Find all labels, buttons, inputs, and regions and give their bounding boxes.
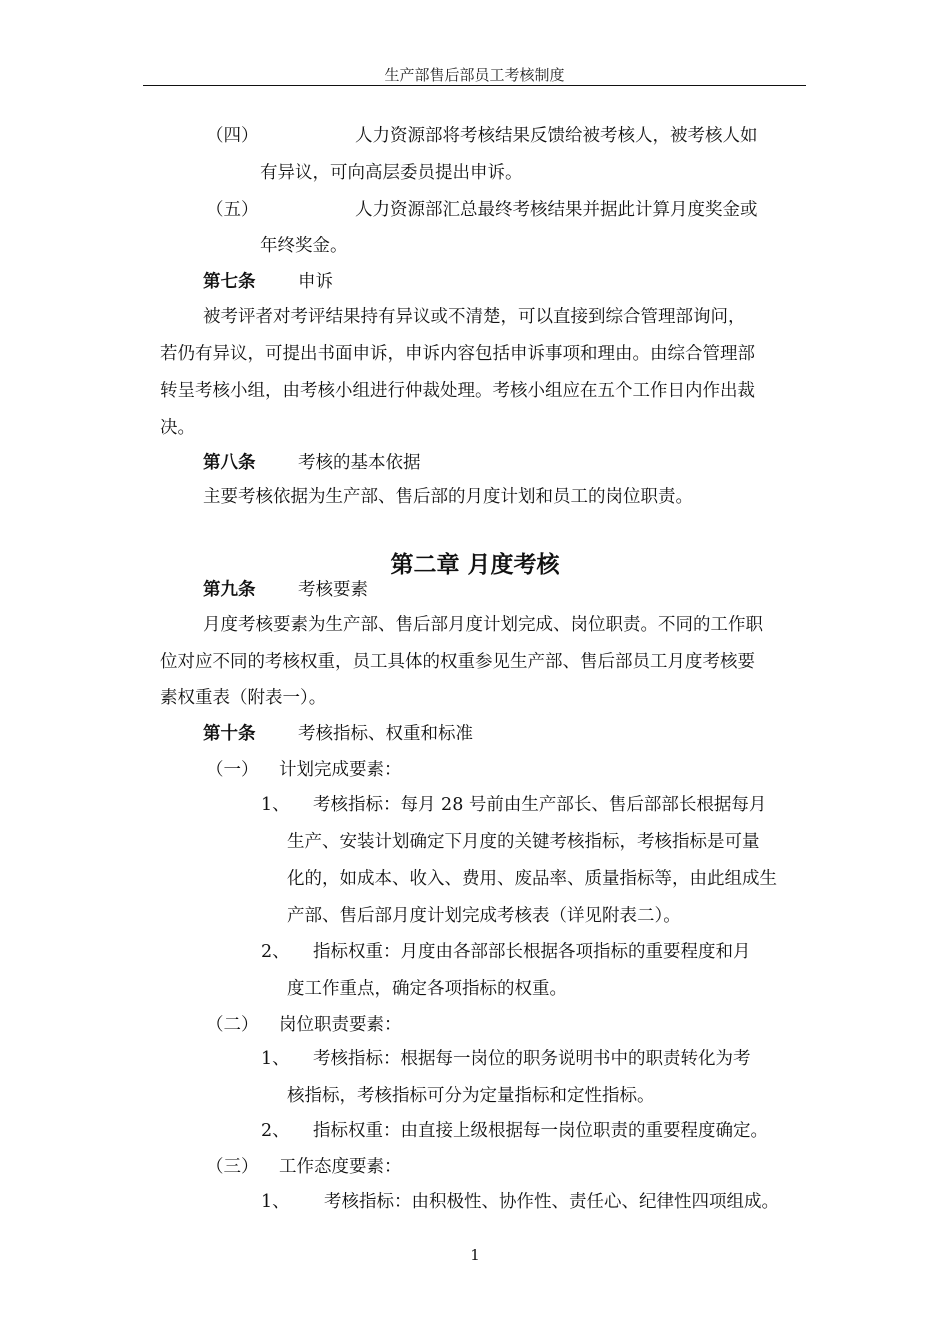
article-7-paragraph-line-1: 被考评者对考评结果持有异议或不清楚，可以直接到综合管理部询问， bbox=[203, 307, 746, 327]
section-1-item-1-line-4: 产部、售后部月度计划完成考核表（详见附表二）。 bbox=[287, 906, 681, 926]
section-2-item-1-line-1: 考核指标：根据每一岗位的职务说明书中的职责转化为考 bbox=[313, 1049, 751, 1069]
article-10-title: 考核指标、权重和标准 bbox=[298, 724, 473, 744]
article-9-paragraph-line-2: 位对应不同的考核权重，员工具体的权重参见生产部、售后部员工月度考核要 bbox=[160, 652, 755, 672]
article-7-paragraph-line-2: 若仍有异议，可提出书面申诉，申诉内容包括申诉事项和理由。由综合管理部 bbox=[160, 344, 755, 364]
section-2-item-1-number: 1、 bbox=[261, 1049, 290, 1069]
header-rule bbox=[143, 85, 806, 86]
section-1-item-1-line-2: 生产、安装计划确定下月度的关键考核指标，考核指标是可量 bbox=[287, 832, 760, 852]
page-number: 1 bbox=[470, 1246, 480, 1264]
article-8-title: 考核的基本依据 bbox=[298, 453, 421, 473]
section-1-number: （一） bbox=[206, 760, 259, 780]
section-1-item-2-line-1: 指标权重：月度由各部部长根据各项指标的重要程度和月 bbox=[313, 942, 751, 962]
section-3-title: 工作态度要素： bbox=[279, 1157, 402, 1177]
item-5-line-2: 年终奖金。 bbox=[260, 236, 348, 256]
section-2-item-1-line-2: 核指标，考核指标可分为定量指标和定性指标。 bbox=[287, 1086, 655, 1106]
section-3-item-1-number: 1、 bbox=[261, 1192, 290, 1212]
item-5-number: （五） bbox=[206, 200, 259, 220]
section-1-item-1-line-3: 化的，如成本、收入、费用、废品率、质量指标等，由此组成生 bbox=[287, 869, 777, 889]
section-3-number: （三） bbox=[206, 1157, 259, 1177]
item-4-line-1: 人力资源部将考核结果反馈给被考核人，被考核人如 bbox=[355, 126, 758, 146]
item-4-number: （四） bbox=[206, 126, 259, 146]
section-1-title: 计划完成要素： bbox=[279, 760, 402, 780]
article-7-paragraph-line-3: 转呈考核小组，由考核小组进行仲裁处理。考核小组应在五个工作日内作出裁 bbox=[160, 381, 755, 401]
article-9-paragraph-line-3: 素权重表（附表一）。 bbox=[160, 688, 327, 708]
article-7-paragraph-line-4: 决。 bbox=[160, 418, 195, 438]
section-2-item-2-line-1: 指标权重：由直接上级根据每一岗位职责的重要程度确定。 bbox=[313, 1121, 768, 1141]
article-7-title: 申诉 bbox=[298, 272, 333, 292]
article-9-paragraph-line-1: 月度考核要素为生产部、售后部月度计划完成、岗位职责。不同的工作职 bbox=[203, 615, 763, 635]
article-7-label: 第七条 bbox=[203, 272, 256, 292]
section-1-item-1-line-1: 考核指标：每月 28 号前由生产部长、售后部部长根据每月 bbox=[313, 795, 767, 815]
article-8-paragraph: 主要考核依据为生产部、售后部的月度计划和员工的岗位职责。 bbox=[203, 487, 693, 507]
article-10-label: 第十条 bbox=[203, 724, 256, 744]
article-9-title: 考核要素 bbox=[298, 580, 368, 600]
article-9-label: 第九条 bbox=[203, 580, 256, 600]
item-4-line-2: 有异议，可向高层委员提出申诉。 bbox=[260, 163, 523, 183]
section-1-item-2-number: 2、 bbox=[261, 942, 290, 962]
section-1-item-2-line-2: 度工作重点，确定各项指标的权重。 bbox=[287, 979, 567, 999]
section-1-item-1-number: 1、 bbox=[261, 795, 290, 815]
article-8-label: 第八条 bbox=[203, 453, 256, 473]
section-2-title: 岗位职责要素： bbox=[279, 1015, 402, 1035]
item-5-line-1: 人力资源部汇总最终考核结果并据此计算月度奖金或 bbox=[355, 200, 758, 220]
section-2-number: （二） bbox=[206, 1015, 259, 1035]
header-title: 生产部售后部员工考核制度 bbox=[384, 66, 565, 84]
chapter-2-heading: 第二章 月度考核 bbox=[390, 551, 560, 578]
section-2-item-2-number: 2、 bbox=[261, 1121, 290, 1141]
section-3-item-1-line-1: 考核指标：由积极性、协作性、责任心、纪律性四项组成。 bbox=[324, 1192, 779, 1212]
